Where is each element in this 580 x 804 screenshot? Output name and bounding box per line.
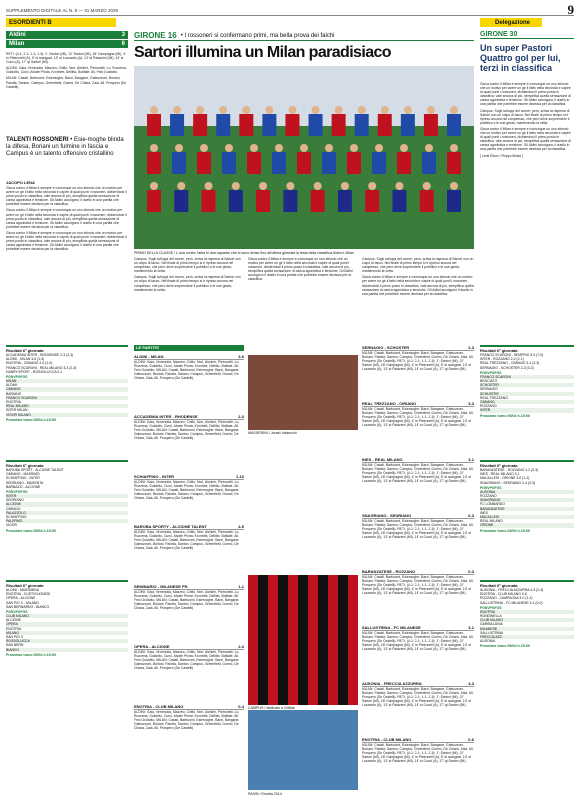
standings-header: PGNVPGFGS — [480, 485, 502, 490]
result-line: REAL TREZZANO - CIMIANO 3-1 (3-3) — [480, 361, 540, 366]
player-figure — [247, 152, 261, 174]
player-head — [450, 106, 458, 114]
delegation-bar — [480, 18, 542, 27]
mid-photo-caption: MASSERINI / Jonah Valsecchi — [248, 431, 297, 435]
match-text: MILAN: Casati, Barbuomi, Esiemoghe, Barzi, Bangane, Galeuzzoni, Boriani, Palotta, Santon, Campus, Greenfield, Guerci, De Chiara, Zaia. All. Prospero (De Castelli). RETI: (4-1; 2-1; 1-1; 1-3): 1'; Sartori (MI), 12' Sartori (MI), 18' Campagna (MI), 4' in Pietrunelli (A), 5' st autogoal, 13' st Luzzardo (A), 13' st Palazzini (MI), 14' st Cucci (A), 17' qt Sartori (MI). — [362, 687, 474, 708]
supplement-label: SUPPLEMENTO DIGITALE AL N. 9 — 31 MARZO 2025 — [6, 8, 118, 13]
standings-row: SAN BERN — [6, 643, 128, 647]
match-text: MILAN: Casati, Barbuomi, Esiemoghe, Barzi, Bangane, Galeuzzoni, Boriani, Palotta, Santon, Campus, Greenfield, Guerci, De Chiara, Zaia. All. Prospero (De Castelli). RETI: (4-1; 2-1; 1-1; 1-3): 1'; Sartori (MI), 12' Sartori (MI), 18' Campagna (MI), 4' in Pietrunelli (A), 5' st autogoal, 13' st Luzzardo (A), 13' st Palazzini (MI), 14' st Cucci (A), 17' qt Sartori (MI). — [362, 631, 474, 652]
match-score: 6-3 — [468, 513, 474, 518]
match-teams: INES - REAL MILANO — [362, 457, 403, 462]
match-teams: REAL TREZZANO - CIRIANO — [362, 401, 417, 406]
match-teams: OPERA - ALCIONE — [134, 644, 170, 649]
article-col1-text-cont: Gioca contro il Milan è sempre e comunque un uno stimolo che un motivo per avere un gir il fatto nella seconda e capire di quali punti i rossoneri, dividendosi il primo posto in classifica, vale ancora di più, semplifica quella sensazione di carica agonistica e tensione. Gli Aldini accolgono il duello in una partita che potrebbe essere decisiva per la classifica. — [6, 208, 127, 229]
player-head — [173, 106, 181, 114]
result-line: BARBAZZI - ALCIONE — [6, 484, 41, 489]
player-figure — [297, 152, 311, 174]
standings-row: INTER MILAN — [6, 408, 128, 412]
standings-row: ALCIONE — [6, 618, 128, 622]
result-line: BAROBA SPORT - ALCIONE TALENT — [6, 468, 64, 472]
standings-row: CLUB MILANO — [480, 618, 574, 622]
article-col2-text: Campus. Sugli sviluppi del corner, però, arriva la rispresa di Sartori con un colpo di tacco. Nel finale di primo tempo si è ripreso ancora nel complesso, che però deve sorprendere il pubblico e le sue gesta, mantenendo la vetta. — [134, 257, 241, 274]
next-round: Prossimo turno 05/04 h.15:00 — [480, 528, 530, 533]
result-line: FRANCO SCARONI - REAL MILANO 3-3 (2-3) — [6, 365, 77, 370]
match-text: MILAN: Casati, Barbuomi, Esiemoghe, Barzi, Bangane, Galeuzzoni, Boriani, Palotta, Santon, Campus, Greenfield, Guerci, De Chiara, Zaia. All. Prospero (De Castelli). RETI: (4-1; 2-1; 1-1; 1-3): 1'; Sartori (MI), 12' Sartori (MI), 18' Campagna (MI), 4' in Pietrunelli (A), 5' st autogoal, 13' st Luzzardo (A), 13' st Palazzini (MI), 14' st Cucci (A), 17' qt Sartori (MI). — [362, 575, 474, 596]
standings-row: INES — [480, 511, 574, 515]
results-box — [480, 580, 574, 690]
player-head — [404, 106, 412, 114]
goals-text: RETI: (4-1; 2-1; 1-1; 1-3): 1'; Sartori (MI), 12' Sartori (MI), 18' Campagna (MI), 4' in Pietrunelli (A), 5' st autogoal, 13' st Luzzardo (A), 13' st Palazzini (MI), 14' st Cucci (A), 17' qt Sartori (MI). — [6, 52, 126, 65]
standings-row: FRANCO SCARONI — [6, 396, 128, 400]
result-line: ROZZANO - CAMPAGNA 3-0 (1-1) — [480, 596, 533, 601]
standings-row: REAL MILANO — [6, 404, 128, 408]
player-figure — [420, 190, 434, 212]
standings-row: PALERMO — [6, 519, 128, 523]
standings-row: VIGOR MILANO — [6, 413, 128, 417]
player-head — [219, 106, 227, 114]
team-photo — [134, 66, 474, 249]
player-figure — [338, 190, 352, 212]
player-figure — [216, 114, 230, 136]
result-line: MACALLESI - ORIONE 3-0 (1-1) — [480, 476, 530, 481]
match-score: 3-6 — [238, 354, 244, 359]
headline-rest: • Esie-moghe blinda la difesa, Boriani un fulmine in fascia e Campus è un talento offensivo cristallino — [6, 137, 124, 157]
player-figure — [262, 114, 276, 136]
standings-row: ROZZANO — [480, 494, 574, 498]
player-figure — [202, 190, 216, 212]
player-figure — [397, 152, 411, 174]
match-score: 1-10 — [235, 474, 244, 479]
match-teams: ACCADEMIA INTER - RHODENSE — [134, 414, 198, 419]
player-head — [200, 144, 208, 152]
player-figure — [256, 190, 270, 212]
match-text: MILAN: Casati, Barbuomi, Esiemoghe, Barzi, Bangane, Galeuzzoni, Boriani, Palotta, Santon, Campus, Greenfield, Guerci, De Chiara, Zaia. All. Prospero (De Castelli). RETI: (4-1; 2-1; 1-1; 1-3): 1'; Sartori (MI), 12' Sartori (MI), 18' Campagna (MI), 4' in Pietrunelli (A), 5' st autogoal, 13' st Luzzardo (A), 13' st Palazzini (MI), 14' st Cucci (A), 17' qt Sartori (MI). — [362, 743, 474, 764]
result-line: SALLUSTRINA - FC MILANESE 3-1 (0-0) — [480, 600, 543, 605]
results-title: Risultati 6ª giornata — [480, 463, 518, 468]
girone30-box — [480, 31, 574, 73]
standings-row: SAN PIO X — [6, 635, 128, 639]
results-title: Risultati 6ª giornata — [6, 583, 44, 588]
byline: JACOPO LENA — [6, 180, 35, 185]
standings-row: BIANCO — [6, 648, 128, 652]
next-round: Prossimo turno 05/04 h.15:00 — [480, 644, 530, 649]
match-report — [6, 52, 128, 89]
player-figure — [365, 190, 379, 212]
result-line: FRANCO SCARONI - SEMPRIO 3-0 (7-0) — [480, 353, 544, 357]
score-away — [6, 40, 128, 48]
girone30-article — [480, 82, 574, 330]
score-away-value: 6 — [121, 41, 125, 47]
standings-row: SALLUSTRINA — [480, 631, 574, 635]
match-score: 3-3 — [468, 401, 474, 406]
player-head — [335, 106, 343, 114]
standings-header: PGNVPGFGS — [6, 610, 28, 615]
match-teams: ENOTRIA - CLUB MILANO — [362, 737, 412, 742]
next-round: Prossimo turno 05/04 h.15:00 — [6, 528, 56, 533]
standings-row: INTER — [6, 494, 128, 498]
scorebox — [6, 31, 128, 49]
article-col3-text: Gioca contro il Milan è sempre e comunque un uno stimolo che un motivo per avere un gir il fatto nella seconda e capire di quali punti i rossoneri, dividendosi il primo posto in classifica, vale ancora di più, semplifica quella sensazione di carica agonistica e tensione. Gli Aldini accolgono il duello in una partita che potrebbe essere decisiva per la classifica. — [248, 257, 353, 282]
le-partite-bar: LE PARTITE — [134, 345, 244, 351]
headline-bold: TALENTI ROSSONERI — [6, 137, 69, 143]
player-head — [400, 144, 408, 152]
section-label: ESORDIENTI B — [9, 19, 52, 26]
player-head — [350, 144, 358, 152]
player-figure — [239, 114, 253, 136]
match-score: 2-3 — [238, 644, 244, 649]
player-head — [286, 182, 294, 190]
article-col4-text: Campus. Sugli sviluppi del corner, però, arriva la rispresa di Sartori con un colpo di tacco. Nel finale di primo tempo si è ripreso ancora nel complesso, che però deve sorprendere il pubblico e le sue gesta, mantenendo la vetta. — [362, 257, 474, 274]
match-teams: ENOTRIA - CLUB MILANO — [134, 704, 184, 709]
match-score: 4-5 — [238, 524, 244, 529]
result-line: INES - REAL MILANO 3-1 — [480, 472, 520, 477]
article-col4 — [362, 257, 474, 342]
match-score: 2-3 — [468, 345, 474, 350]
next-round: Prossimo turno 05/04 h.15:00 — [480, 413, 530, 418]
aldini-lineup: ALDINI: Gaia, Venenutia, Mazzeo, Cirillo, Nori, Aichieri, Pietrunelli, Lo, Ruzzena, Guidotto, Curci, Alvate Priota, Kronheit, Dellitto, Bolitale. All. Felo Guidotto. — [6, 66, 127, 75]
player-figure — [447, 190, 461, 212]
report-headline — [6, 137, 128, 158]
section-bar — [6, 18, 116, 27]
girone30-byline: [ Lenti Rizzo / Filippo Motta ] — [480, 153, 523, 158]
player-figure — [332, 114, 346, 136]
player-head — [205, 182, 213, 190]
player-figure — [283, 190, 297, 212]
standings-row: GARIBALDINA — [480, 622, 574, 626]
player-head — [232, 182, 240, 190]
player-head — [265, 106, 273, 114]
standings-row: CIMIANO — [6, 507, 128, 511]
page-number: 9 — [567, 2, 574, 17]
player-head — [288, 106, 296, 114]
result-line: OPERA - ALCIONE — [6, 596, 36, 601]
player-head — [450, 144, 458, 152]
score-home-value: 3 — [121, 32, 125, 38]
standings-row: RONDINELLA — [480, 614, 574, 618]
match-score: 3-1 — [468, 625, 474, 630]
player-head — [150, 106, 158, 114]
girone30-text3: Gioca contro il Milan è sempre e comunque un uno stimolo che un motivo per avere un gir il fatto nella seconda e capire di quali punti i rossoneri, dividendosi il primo posto in classifica, vale ancora di più, semplifica quella sensazione di carica agonistica e tensione. Gli Aldini accolgono il duello in una partita che potrebbe essere decisiva per la classifica. — [480, 126, 571, 152]
player-figure — [447, 152, 461, 174]
standings-row: SCHOSTER — [480, 383, 574, 387]
match-text: MILAN: Casati, Barbuomi, Esiemoghe, Barzi, Bangane, Galeuzzoni, Boriani, Palotta, Santon, Campus, Greenfield, Guerci, De Chiara, Zaia. All. Prospero (De Castelli). RETI: (4-1; 2-1; 1-1; 1-3): 1'; Sartori (MI), 12' Sartori (MI), 18' Campagna (MI), 4' in Pietrunelli (A), 5' st autogoal, 13' st Luzzardo (A), 13' st Palazzini (MI), 14' st Cucci (A), 17' qt Sartori (MI). — [362, 407, 474, 428]
standings-row: ALDINI — [6, 383, 128, 387]
standings-row: CLUB MILANO — [6, 614, 128, 618]
result-line: HANRY.SPORT - ROSSOLUCCA 0-1 — [6, 369, 63, 374]
standings-row: SNAGRIANO — [480, 498, 574, 502]
match-score: 4-3 — [468, 681, 474, 686]
result-line: INTER - ROZZANO 2-2 (2-1) — [480, 357, 524, 362]
player-figure — [309, 114, 323, 136]
results-box — [480, 345, 574, 455]
match-text: ALDINI: Gaia, Venenutia, Mazzeo, Cirillo, Nori, Aichieri, Pietrunelli, Lo, Ruzzena, Guidotto, Curci, Alvate Priota, Kronheit, Dellitto, Bolitale. All. Felo Guidotto. MILAN: Casati, Barbuomi, Esiemoghe, Barzi, Bangane, Galeuzzoni, Boriani, Palotta, Santon, Campus, Greenfield, Guerci, De Chiara, Zaia. All. Prospero (De Castelli). — [134, 710, 240, 731]
score-home — [6, 31, 128, 39]
standings-row: CIMIANO — [6, 387, 128, 391]
standings-row: PALAZZOLO — [6, 511, 128, 515]
article-col1-text: Gioca contro il Milan è sempre e comunque un uno stimolo che un motivo per avere un gir il fatto nella seconda e capire di quali punti i rossoneri, dividendosi il primo posto in classifica, vale ancora di più, semplifica quella sensazione di carica agonistica e tensione. Gli Aldini accolgono il duello in una partita che potrebbe essere decisiva per la classifica. — [6, 186, 127, 207]
result-line: ACCADEMIA INTER - RHODENSE 2-3 (2-3) — [6, 353, 74, 357]
player-head — [177, 182, 185, 190]
standings-row: BARIANO — [6, 392, 128, 396]
match-teams: SCHIAFFINO - INTER — [134, 474, 174, 479]
player-head — [259, 182, 267, 190]
player-head — [300, 144, 308, 152]
standings-row: VIGOR — [6, 523, 128, 527]
standings-row: AUSONIA — [480, 490, 574, 494]
results-box — [6, 460, 128, 570]
team-home: Aldini — [9, 32, 26, 38]
player-figure — [347, 152, 361, 174]
result-line: SAN BERNARDO - BIANCO — [6, 604, 50, 609]
match-teams: AUSONIA - FRECCIA AZZURRA — [362, 681, 422, 686]
standings-row: BRUCIATO — [480, 379, 574, 383]
player-head — [375, 144, 383, 152]
results-box — [6, 580, 128, 690]
player-figure — [147, 190, 161, 212]
standings-row: CIMIANO — [480, 400, 574, 404]
standings-row: REAL MILANO — [480, 519, 574, 523]
standings-row: ORIONE — [480, 523, 574, 527]
result-line: ENOTRIA - CUSTIGLIONESI — [6, 592, 51, 597]
match-text: ALDINI: Gaia, Venenutia, Mazzeo, Cirillo, Nori, Aichieri, Pietrunelli, Lo, Ruzzena, Guidotto, Curci, Alvate Priota, Kronheit, Dellitto, Bolitale. All. Felo Guidotto. MILAN: Casati, Barbuomi, Esiemoghe, Barzi, Bangane, Galeuzzoni, Boriani, Palotta, Santon, Campus, Greenfield, Guerci, De Chiara, Zaia. All. Prospero (De Castelli). — [134, 650, 240, 671]
player-head — [150, 182, 158, 190]
next-round: Prossimo turno 05/04 h.15:00 — [6, 417, 56, 422]
player-figure — [311, 190, 325, 212]
standings-row: SCHUSTER — [480, 392, 574, 396]
standings-row: ALCIONE — [6, 502, 128, 506]
match-score: 3-1 — [468, 457, 474, 462]
standings-row: FRECCIA AZZ. — [480, 635, 574, 639]
player-figure — [147, 152, 161, 174]
player-figure — [229, 190, 243, 212]
match-text: MILAN: Casati, Barbuomi, Esiemoghe, Barzi, Bangane, Galeuzzoni, Boriani, Palotta, Santon, Campus, Greenfield, Guerci, De Chiara, Zaia. All. Prospero (De Castelli). RETI: (4-1; 2-1; 1-1; 1-3): 1'; Sartori (MI), 12' Sartori (MI), 18' Campagna (MI), 4' in Pietrunelli (A), 5' st autogoal, 13' st Luzzardo (A), 13' st Palazzini (MI), 14' st Cucci (A), 17' qt Sartori (MI). — [362, 463, 474, 484]
result-line: CIMIANO - MASSIMO — [6, 472, 40, 477]
standings-row: ROZZANO — [480, 404, 574, 408]
player-figure — [422, 152, 436, 174]
player-figure — [222, 152, 236, 174]
result-line: BARANZATESE - ROZZANO 1-2 (0-3) — [480, 468, 539, 472]
standings-header: PGNVPGFGS — [480, 605, 502, 610]
player-figure — [170, 114, 184, 136]
match-text: ALDINI: Gaia, Venenutia, Mazzeo, Cirillo, Nori, Aichieri, Pietrunelli, Lo, Ruzzena, Guidotto, Curci, Alvate Priota, Kronheit, Dellitto, Bolitale. All. Felo Guidotto. MILAN: Casati, Barbuomi, Esiemoghe, Barzi, Bangane, Galeuzzoni, Boriani, Palotta, Santon, Campus, Greenfield, Guerci, De Chiara, Zaia. All. Prospero (De Castelli). — [134, 480, 240, 501]
player-head — [250, 144, 258, 152]
girone-label: GIRONE 16 — [134, 31, 177, 40]
standings-row: MILAN — [6, 379, 128, 383]
standings-row: ENOTRIA — [480, 610, 574, 614]
player-figure — [378, 114, 392, 136]
match-score: 0-3 — [468, 569, 474, 574]
player-figure — [392, 190, 406, 212]
standings-row: MILANO — [6, 631, 128, 635]
standings-header: PGNVPGFGS — [6, 490, 28, 495]
player-head — [314, 182, 322, 190]
player-head — [427, 106, 435, 114]
result-line: SAN PIO X - MILANO — [6, 600, 39, 605]
player-figure — [372, 152, 386, 174]
result-line: SEDRIANO - MAGENTA — [6, 480, 44, 485]
player-head — [368, 182, 376, 190]
result-line: SCHIAFFINO - INTER — [6, 476, 40, 481]
match-text: ALDINI: Gaia, Venenutia, Mazzeo, Cirillo, Nori, Aichieri, Pietrunelli, Lo, Ruzzena, Guidotto, Curci, Alvate Priota, Kronheit, Dellitto, Bolitale. All. Felo Guidotto. MILAN: Casati, Barbuomi, Esiemoghe, Barzi, Bangane, Galeuzzoni, Boriani, Palotta, Santon, Campus, Greenfield, Guerci, De Chiara, Zaia. All. Prospero (De Castelli). — [134, 530, 240, 551]
pasin-caption: PASIN / Enotria 2014 — [248, 792, 282, 796]
match-teams: ALDINI - MILAN — [134, 354, 164, 359]
standings-row: FRANCO SCARONI — [480, 375, 574, 379]
match-teams: SNAGRIANO - SEDRIANO — [362, 513, 412, 518]
result-line: ALDINI - MILAN 3-6 (1-3) — [6, 357, 45, 362]
article-col2 — [134, 257, 244, 342]
player-head — [450, 182, 458, 190]
article-col4-text-cont: Gioca contro il Milan è sempre e comunque un uno stimolo che un motivo per avere un gir il fatto nella seconda e capire di quali punti i rossoneri, dividendosi il primo posto in classifica, vale ancora di più, semplifica quella sensazione di carica agonistica e tensione. Gli Aldini accolgono il duello in una partita che potrebbe essere decisiva per la classifica. — [362, 275, 474, 296]
standings-row: SERNAGIO — [480, 387, 574, 391]
campus-photo — [248, 575, 358, 705]
player-figure — [172, 152, 186, 174]
player-head — [381, 106, 389, 114]
article-col3 — [248, 257, 358, 342]
player-figure — [272, 152, 286, 174]
standings-row: ENOTRIA — [6, 400, 128, 404]
article-col1 — [6, 186, 128, 336]
match-score: 1-1 — [238, 584, 244, 589]
player-head — [423, 182, 431, 190]
result-line: SNAGRIANO - SEDRIANO 2-4 (3-3) — [480, 480, 536, 485]
player-head — [150, 144, 158, 152]
girone30-headline: Un super Pastori Quattro gol per lui, terzi in classifica — [480, 43, 561, 73]
match-text: MILAN: Casati, Barbuomi, Esiemoghe, Barzi, Bangane, Galeuzzoni, Boriani, Palotta, Santon, Campus, Greenfield, Guerci, De Chiara, Zaia. All. Prospero (De Castelli). RETI: (4-1; 2-1; 1-1; 1-3): 1'; Sartori (MI), 12' Sartori (MI), 18' Campagna (MI), 4' in Pietrunelli (A), 5' st autogoal, 13' st Luzzardo (A), 13' st Palazzini (MI), 14' st Cucci (A), 17' qt Sartori (MI). — [362, 351, 474, 372]
results-title: Risultati 6ª giornata — [6, 463, 44, 468]
standings-header: PGNVPGFGS — [480, 370, 502, 375]
player-head — [196, 106, 204, 114]
player-figure — [174, 190, 188, 212]
standings-row: SEDRIANO — [6, 498, 128, 502]
page-header — [6, 6, 574, 16]
girone30-label: GIRONE 30 — [480, 31, 574, 39]
player-figure — [447, 114, 461, 136]
match-text: ALDINI: Gaia, Venenutia, Mazzeo, Cirillo, Nori, Aichieri, Pietrunelli, Lo, Ruzzena, Guidotto, Curci, Alvate Priota, Kronheit, Dellitto, Bolitale. All. Felo Guidotto. MILAN: Casati, Barbuomi, Esiemoghe, Barzi, Bangane, Galeuzzoni, Boriani, Palotta, Santon, Campus, Greenfield, Guerci, De Chiara, Zaia. All. Prospero (De Castelli). — [134, 590, 240, 611]
player-head — [358, 106, 366, 114]
player-head — [425, 144, 433, 152]
girone-header — [134, 31, 474, 41]
article-col1-text-cont2: Gioca contro il Milan è sempre e comunque un uno stimolo che un motivo per avere un gir il fatto nella seconda e capire di quali punti i rossoneri, dividendosi il primo posto in classifica, vale ancora di più, semplifica quella sensazione di carica agonistica e tensione. Gli Aldini accolgono il duello in una partita che potrebbe essere decisiva per la classifica. — [6, 230, 127, 252]
girone30-text: Gioca contro il Milan è sempre e comunque un uno stimolo che un motivo per avere un gir il fatto nella seconda e capire di quali punti i rossoneri, dividendosi il primo posto in classifica, vale ancora di più, semplifica quella sensazione di carica agonistica e tensione. Gli Aldini accolgono il duello in una partita che potrebbe essere decisiva per la classifica. — [480, 82, 571, 107]
results-title: Risultati 6ª giornata — [480, 583, 518, 588]
player-figure — [197, 152, 211, 174]
standings-row: MACALLESI — [480, 515, 574, 519]
player-head — [242, 106, 250, 114]
results-title: Risultati 6ª giornata — [6, 348, 44, 353]
kicker: • I rossoneri si confermano primi, ma bella prova dei falchi — [180, 32, 335, 39]
match-teams: SALLUSTRINA - FC MILANESE — [362, 625, 421, 630]
standings-row: AUSONIA — [480, 639, 574, 643]
match-text: MILAN: Casati, Barbuomi, Esiemoghe, Barzi, Bangane, Galeuzzoni, Boriani, Palotta, Santon, Campus, Greenfield, Guerci, De Chiara, Zaia. All. Prospero (De Castelli). RETI: (4-1; 2-1; 1-1; 1-3): 1'; Sartori (MI), 12' Sartori (MI), 18' Campagna (MI), 4' in Pietrunelli (A), 5' st autogoal, 13' st Luzzardo (A), 13' st Palazzini (MI), 14' st Cucci (A), 17' qt Sartori (MI). — [362, 519, 474, 540]
main-headline: Sartori illumina un Milan paradisiaco — [134, 44, 391, 61]
player-head — [275, 144, 283, 152]
delegation-label: Delegazione — [494, 19, 530, 26]
player-head — [225, 144, 233, 152]
match-teams: SEMINARIO - MILANESE FR. — [134, 584, 189, 589]
match-score: 0-4 — [238, 704, 244, 709]
photo-caption: PRIMO DELLA CLASSE / L'una contro l'altra le due squadre che si sono divise fino all'ultima giornata la testa della classifica Aldini e Milan — [134, 251, 354, 255]
standings-row: FC LOMBARDO — [480, 502, 574, 506]
standings-row: INTER — [480, 408, 574, 412]
match-score: 2-3 — [238, 414, 244, 419]
standings-row: MILANESE — [480, 627, 574, 631]
standings-row: ENOTRIA — [6, 627, 128, 631]
results-box — [6, 345, 128, 455]
pasin-photo — [248, 710, 358, 790]
result-line: ENOTRIA - CLUB MILANO 0-6 — [480, 592, 527, 597]
player-figure — [424, 114, 438, 136]
team-away: Milan — [9, 41, 25, 47]
match-score: 0-6 — [468, 737, 474, 742]
player-head — [325, 144, 333, 152]
girone30-text2: Campus. Sugli sviluppi del corner, però, arriva la rispresa di Sartori con un colpo di tacco. Nel finale di primo tempo si è ripreso ancora nel complesso, che però deve sorprendere il pubblico e le sue gesta, mantenendo la vetta. — [480, 108, 570, 125]
result-line: AUSONIA - FRECCIA AZZURRA 4-3 (2-4) — [480, 588, 544, 592]
team-photo-svg — [134, 66, 474, 249]
result-line: SERNAGIO - SCHOSTER 2-3 (3-3) — [480, 365, 534, 370]
player-figure — [322, 152, 336, 174]
next-round: Prossimo turno 05/04 h.15:00 — [6, 652, 56, 657]
player-figure — [355, 114, 369, 136]
results-box — [480, 460, 574, 570]
match-text: ALDINI: Gaia, Venenutia, Mazzeo, Cirillo, Nori, Aichieri, Pietrunelli, Lo, Ruzzena, Guidotto, Curci, Alvate Priota, Kronheit, Dellitto, Bolitale. All. Felo Guidotto. MILAN: Casati, Barbuomi, Esiemoghe, Barzi, Bangane, Galeuzzoni, Boriani, Palotta, Santon, Campus, Greenfield, Guerci, De Chiara, Zaia. All. Prospero (De Castelli). — [134, 360, 240, 381]
player-figure — [285, 114, 299, 136]
player-head — [341, 182, 349, 190]
player-figure — [147, 114, 161, 136]
player-figure — [401, 114, 415, 136]
standings-row: OPERA — [6, 622, 128, 626]
result-line: ALDINI - MASSIMINA — [6, 588, 39, 592]
results-title: Risultati 6ª giornata — [480, 348, 518, 353]
match-teams: BAROBA SPORTY - ALCIONE TALENT — [134, 524, 207, 529]
player-figure — [193, 114, 207, 136]
match-teams: BARANZATESE - ROZZANO — [362, 569, 416, 574]
campus-caption: CAMPUS / dedicato a il Milan — [248, 706, 296, 710]
player-head — [312, 106, 320, 114]
match-text: ALDINI: Gaia, Venenutia, Mazzeo, Cirillo, Nori, Aichieri, Pietrunelli, Lo, Ruzzena, Guidotto, Curci, Alvate Priota, Kronheit, Dellitto, Bolitale. All. Felo Guidotto. MILAN: Casati, Barbuomi, Esiemoghe, Barzi, Bangane, Galeuzzoni, Boriani, Palotta, Santon, Campus, Greenfield, Guerci, De Chiara, Zaia. All. Prospero (De Castelli). — [134, 420, 240, 441]
player-head — [175, 144, 183, 152]
match-teams: SERNAGIO - SCHOSTER — [362, 345, 410, 350]
standings-row: ROSSOLUCCA — [6, 639, 128, 643]
player-head — [395, 182, 403, 190]
standings-row: SCHIAFFINO — [6, 515, 128, 519]
milan-lineup: MILAN: Casati, Barbuomi, Esiemoghe, Barzi, Bangane, Galeuzzoni, Boriani, Palotta, Santon, Campus, Greenfield, Guerci, De Chiara, Zaia. All. Prospero (De Castelli). — [6, 76, 127, 89]
standings-header: PGNVPGFGS — [6, 375, 28, 380]
standings-row: REAL TREZZANO — [480, 396, 574, 400]
article-col2-text-cont: Campus. Sugli sviluppi del corner, però, arriva la rispresa di Sartori con un colpo di tacco. Nel finale di primo tempo si è ripreso ancora nel complesso, che però deve sorprendere il pubblico e le sue gesta, mantenendo la vetta. — [134, 275, 241, 292]
standings-row: BARANZATESE — [480, 507, 574, 511]
result-line: ENOTRIA - CIMIANO 2-0 (2-0) — [6, 361, 53, 366]
mid-photo — [248, 355, 358, 430]
